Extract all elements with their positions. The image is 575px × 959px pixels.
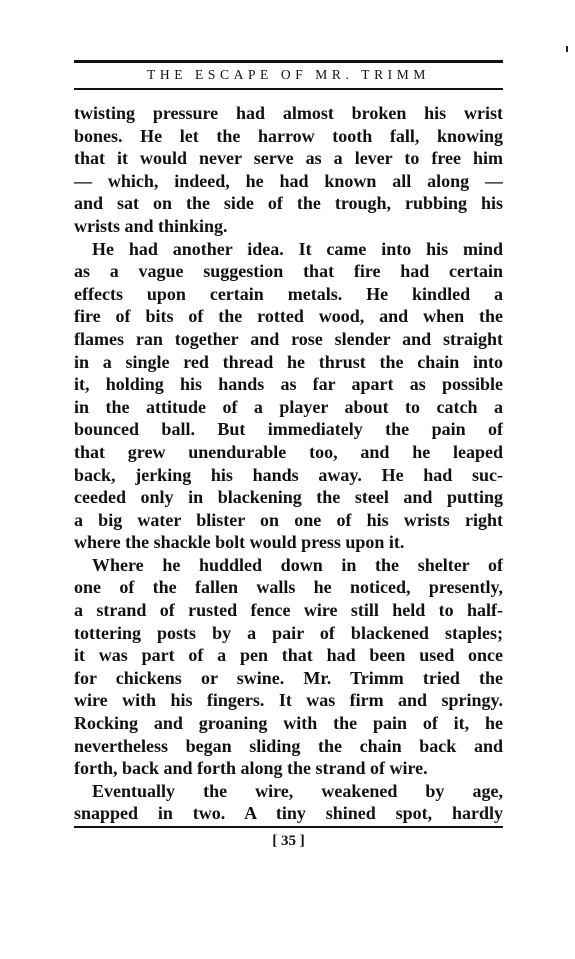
top-rule xyxy=(74,60,503,63)
text-line: nevertheless began sliding the chain back and xyxy=(74,735,503,756)
text-line: as a vague suggestion that fire had certain xyxy=(74,261,503,282)
text-line: tottering posts by a pair of blackened staples; xyxy=(74,622,503,643)
text-line: one of the fallen walls he noticed, presently, xyxy=(74,577,503,598)
body-text xyxy=(74,102,503,825)
text-line: effects upon certain metals. He kindled a xyxy=(74,283,503,304)
text-line: back, jerking his hands away. He had suc- xyxy=(74,464,503,485)
text-line: He had another idea. It came into his mind xyxy=(92,238,503,259)
text-line: Where he huddled down in the shelter of xyxy=(92,554,503,575)
paragraph xyxy=(74,238,503,554)
paragraph xyxy=(74,102,503,238)
text-line: where the shackle bolt would press upon it. xyxy=(74,532,405,553)
text-line: Eventually the wire, weakened by age, xyxy=(92,780,503,801)
text-line: ceeded only in blackening the steel and putting xyxy=(74,487,503,508)
text-line: a strand of rusted fence wire still held to half- xyxy=(74,600,503,621)
header-rule xyxy=(74,88,503,90)
text-line: it, holding his hands as far apart as possible xyxy=(74,374,503,395)
paragraph xyxy=(74,780,503,825)
text-line: that it would never serve as a lever to free him xyxy=(74,148,503,169)
page-number: [ 35 ] xyxy=(272,833,305,849)
text-line: fire of bits of the rotted wood, and when the xyxy=(74,306,503,327)
text-line: flames ran together and rose slender and straight xyxy=(74,328,503,349)
text-line: snapped in two. A tiny shined spot, hardly xyxy=(74,803,503,824)
text-line: forth, back and forth along the strand of wire. xyxy=(74,758,428,779)
text-line: it was part of a pen that had been used once xyxy=(74,645,503,666)
text-line: — which, indeed, he had known all along — xyxy=(74,170,503,191)
text-line: in a single red thread he thrust the chain into xyxy=(74,351,503,372)
running-head: THE ESCAPE OF MR. TRIMM xyxy=(147,67,430,82)
text-line: bounced ball. But immediately the pain of xyxy=(74,419,503,440)
text-line: a big water blister on one of his wrists right xyxy=(74,509,503,530)
text-line: wrists and thinking. xyxy=(74,215,228,236)
paragraph xyxy=(74,554,503,780)
footer-rule xyxy=(74,826,503,828)
text-line: that grew unendurable too, and he leaped xyxy=(74,441,503,462)
text-line: Rocking and groaning with the pain of it, he xyxy=(74,713,503,734)
text-line: in the attitude of a player about to catch a xyxy=(74,396,503,417)
text-line: twisting pressure had almost broken his wrist xyxy=(74,103,503,123)
text-line: bones. He let the harrow tooth fall, knowing xyxy=(74,125,503,146)
text-line: and sat on the side of the trough, rubbing his xyxy=(74,193,503,214)
page-edge-mark xyxy=(566,46,568,52)
text-line: wire with his fingers. It was firm and springy. xyxy=(74,690,503,711)
text-line: for chickens or swine. Mr. Trimm tried the xyxy=(74,667,503,688)
